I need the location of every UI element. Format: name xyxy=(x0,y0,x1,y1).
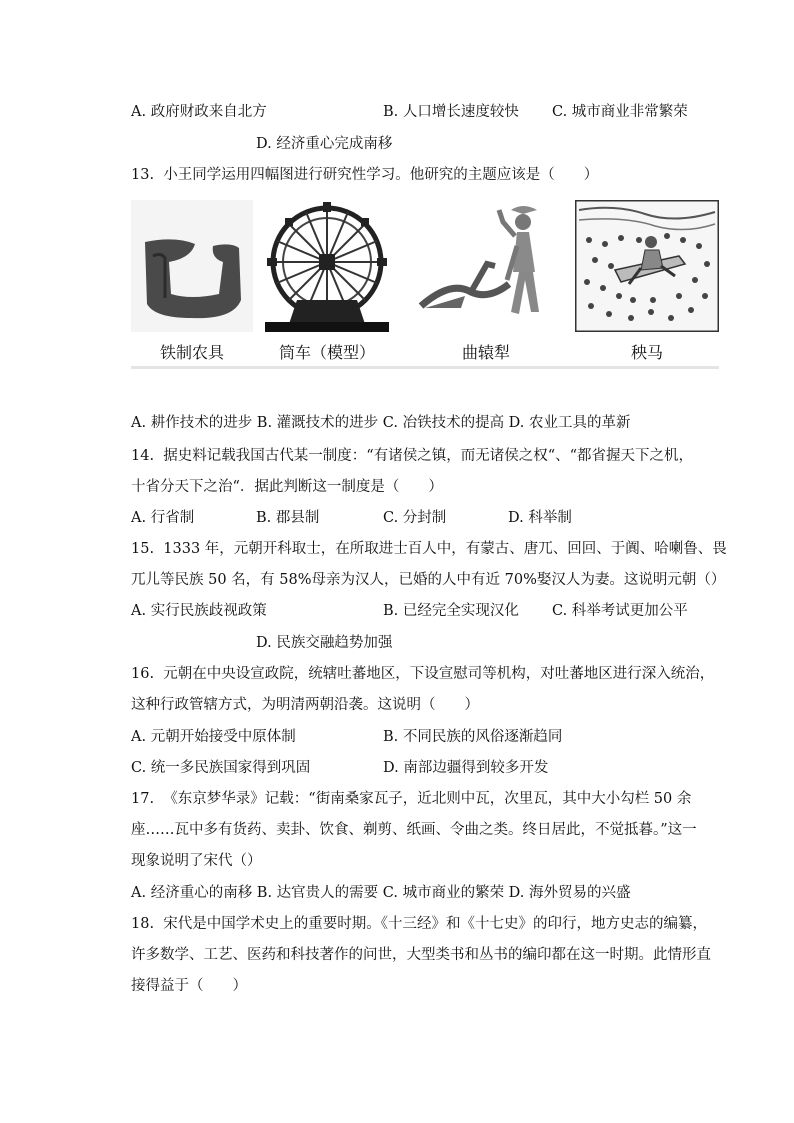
caption-iron-tool: 铁制农具 xyxy=(159,343,224,362)
q16-stem-line2: 这种行政管辖方式，为明清两朝沿袭。这说明（ ） xyxy=(131,697,479,713)
seedling-horse-image xyxy=(575,200,719,332)
q16-option-c: C. 统一多民族国家得到巩固 xyxy=(131,760,311,776)
q15-option-a: A. 实行民族歧视政策 xyxy=(131,603,267,619)
q12-option-d: D. 经济重心完成南移 xyxy=(256,136,393,152)
q17-options: A. 经济重心的南移 B. 达官贵人的需要 C. 城市商业的繁荣 D. 海外贸易的兴盛 xyxy=(131,885,631,901)
q15-option-d: D. 民族交融趋势加强 xyxy=(256,635,393,651)
q14-option-c: C. 分封制 xyxy=(383,510,447,526)
q14-stem-line2: 十省分天下之治“．据此判断这一制度是（ ） xyxy=(131,479,443,495)
q15-stem-line1: 15. 1333 年，元朝开科取士，在所取进士百人中，有蒙古、唐兀、回回、于阗、哈喇鲁、畏 xyxy=(131,541,727,557)
q13-options: A. 耕作技术的进步 B. 灌溉技术的进步 C. 冶铁技术的提高 D. 农业工具的革新 xyxy=(131,415,631,431)
q17-stem-line3: 现象说明了宋代（） xyxy=(131,853,262,869)
q13-figure xyxy=(131,200,719,370)
q14-option-a: A. 行省制 xyxy=(131,510,195,526)
q14-option-b: B. 郡县制 xyxy=(256,510,320,526)
q13-stem: 13. 小王同学运用四幅图进行研究性学习。他研究的主题应该是（ ） xyxy=(131,167,599,183)
q14-option-d: D. 科举制 xyxy=(508,510,572,526)
q16-option-a: A. 元朝开始接受中原体制 xyxy=(131,729,296,745)
iron-tool-image xyxy=(131,200,253,332)
figure-bottom-rule xyxy=(131,366,719,369)
water-wheel-image xyxy=(265,200,389,332)
q16-stem-line1: 16. 元朝在中央设宣政院，统辖吐蕃地区，下设宣慰司等机构，对吐蕃地区进行深入统治， xyxy=(131,666,715,682)
q18-stem-line1: 18. 宋代是中国学术史上的重要时期。《十三经》和《十七史》的印行，地方史志的编纂， xyxy=(131,916,708,932)
q12-option-b: B. 人口增长速度较快 xyxy=(383,104,519,120)
q15-option-c: C. 科举考试更加公平 xyxy=(552,603,688,619)
curved-plough-image xyxy=(411,200,561,332)
q14-stem-line1: 14. 据史料记载我国古代某一制度：“有诸侯之镇，而无诸侯之权“、“都省握天下之机， xyxy=(131,448,694,464)
q12-option-c: C. 城市商业非常繁荣 xyxy=(552,104,688,120)
q16-option-b: B. 不同民族的风俗逐渐趋同 xyxy=(383,729,563,745)
caption-curved-plough: 曲辕犁 xyxy=(461,343,510,362)
q15-option-b: B. 已经完全实现汉化 xyxy=(383,603,519,619)
caption-water-wheel: 筒车（模型） xyxy=(278,343,375,362)
q18-stem-line2: 许多数学、工艺、医药和科技著作的问世，大型类书和丛书的编印都在这一时期。此情形直 xyxy=(131,947,711,963)
q16-option-d: D. 南部边疆得到较多开发 xyxy=(383,760,549,776)
caption-seedling-horse: 秧马 xyxy=(630,343,663,362)
q18-stem-line3: 接得益于（ ） xyxy=(131,978,247,994)
q12-option-a: A. 政府财政来自北方 xyxy=(131,104,267,120)
q17-stem-line1: 17. 《东京梦华录》记载：“街南桑家瓦子，近北则中瓦，次里瓦，其中大小勾栏 50 余 xyxy=(131,791,692,807)
q15-stem-line2: 兀儿等民族 50 名，有 58%母亲为汉人，已婚的人中有近 70%娶汉人为妻。这说明元朝（） xyxy=(131,572,726,588)
q17-stem-line2: 座……瓦中多有货药、卖卦、饮食、剃剪、纸画、令曲之类。终日居此，不觉抵暮。”这一 xyxy=(131,822,697,838)
